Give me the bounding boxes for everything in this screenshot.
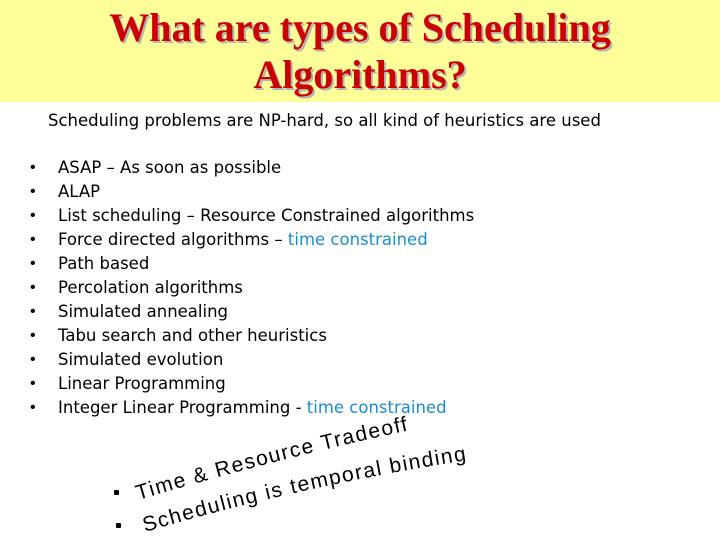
title-line-2: Algorithms? (253, 52, 467, 97)
list-item-accent: time constrained (287, 230, 428, 249)
curved-line-binding-text: Scheduling is temporal binding (139, 442, 469, 537)
list-item-text: Tabu search and other heuristics (58, 326, 327, 345)
list-item-text: List scheduling – Resource Constrained algorithms (58, 206, 475, 225)
list-item-accent: time constrained (306, 398, 447, 417)
slide-subtitle: Scheduling problems are NP-hard, so all kind of heuristics are used (48, 111, 601, 130)
list-item-text: Integer Linear Programming - (58, 398, 307, 417)
list-item-text: Linear Programming (58, 374, 226, 393)
list-item-text: ALAP (58, 182, 101, 201)
list-item-text: Percolation algorithms (58, 278, 243, 297)
list-item-text: Simulated evolution (58, 350, 224, 369)
bullet-marker-binding (116, 523, 121, 528)
title-line-1: What are types of Scheduling (109, 5, 611, 50)
curved-line-tradeoff-text: Time & Resource Tradeoff (133, 412, 411, 505)
bullet-marker-tradeoff (114, 490, 119, 495)
list-item-text: Force directed algorithms – (58, 230, 288, 249)
list-item-text: Path based (58, 254, 150, 273)
list-item-text: ASAP – As soon as possible (58, 158, 282, 177)
list-item-text: Simulated annealing (58, 302, 229, 321)
